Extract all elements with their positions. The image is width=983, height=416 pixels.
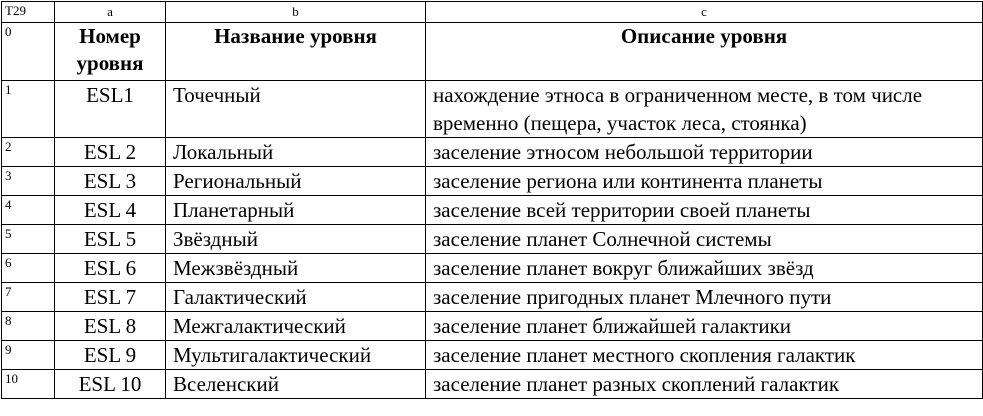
row-index: 10 xyxy=(2,370,55,399)
row-index: 8 xyxy=(2,312,55,341)
level-description: заселение планет местного скопления галактик xyxy=(426,341,983,370)
level-description: заселение планет разных скоплений галактик xyxy=(426,370,983,399)
level-name: Вселенский xyxy=(166,370,426,399)
level-code: ESL 9 xyxy=(55,341,166,370)
level-code: ESL 10 xyxy=(55,370,166,399)
level-description: заселение пригодных планет Млечного пути xyxy=(426,283,983,312)
row-index: 9 xyxy=(2,341,55,370)
header-index: 0 xyxy=(2,23,55,81)
table-row xyxy=(2,370,983,399)
header-level-name: Название уровня xyxy=(166,23,426,81)
row-index: 4 xyxy=(2,196,55,225)
corner-cell: T29 xyxy=(2,2,55,23)
level-code: ESL 4 xyxy=(55,196,166,225)
table-row xyxy=(2,225,983,254)
level-description: нахождение этноса в ограниченном месте, в том числе временно (пещера, участок леса, стоянка) xyxy=(426,81,983,138)
level-description: заселение планет ближайшей галактики xyxy=(426,312,983,341)
level-name: Планетарный xyxy=(166,196,426,225)
level-code: ESL1 xyxy=(55,81,166,138)
row-index: 6 xyxy=(2,254,55,283)
level-description: заселение региона или континента планеты xyxy=(426,167,983,196)
level-name: Межзвёздный xyxy=(166,254,426,283)
level-code: ESL 5 xyxy=(55,225,166,254)
level-name: Региональный xyxy=(166,167,426,196)
row-index: 1 xyxy=(2,81,55,138)
level-name: Звёздный xyxy=(166,225,426,254)
level-code: ESL 3 xyxy=(55,167,166,196)
column-letter-row xyxy=(2,2,983,23)
level-name: Локальный xyxy=(166,138,426,167)
row-index: 7 xyxy=(2,283,55,312)
table-row xyxy=(2,196,983,225)
level-code: ESL 6 xyxy=(55,254,166,283)
table-row xyxy=(2,254,983,283)
level-code: ESL 2 xyxy=(55,138,166,167)
level-description: заселение планет Солнечной системы xyxy=(426,225,983,254)
level-name: Точечный xyxy=(166,81,426,138)
level-description: заселение всей территории своей планеты xyxy=(426,196,983,225)
level-code: ESL 8 xyxy=(55,312,166,341)
row-index: 2 xyxy=(2,138,55,167)
table-row xyxy=(2,283,983,312)
row-index: 3 xyxy=(2,167,55,196)
level-code: ESL 7 xyxy=(55,283,166,312)
level-name: Мультигалактический xyxy=(166,341,426,370)
level-description: заселение этносом небольшой территории xyxy=(426,138,983,167)
column-letter-c: c xyxy=(426,2,983,23)
table-row xyxy=(2,341,983,370)
row-index: 5 xyxy=(2,225,55,254)
level-name: Межгалактический xyxy=(166,312,426,341)
column-letter-a: a xyxy=(55,2,166,23)
table-row xyxy=(2,312,983,341)
levels-table xyxy=(1,1,983,399)
header-row xyxy=(2,23,983,81)
table-row xyxy=(2,81,983,138)
header-level-number: Номер уровня xyxy=(55,23,166,81)
level-description: заселение планет вокруг ближайших звёзд xyxy=(426,254,983,283)
table-row xyxy=(2,167,983,196)
table-row xyxy=(2,138,983,167)
column-letter-b: b xyxy=(166,2,426,23)
header-level-description: Описание уровня xyxy=(426,23,983,81)
level-name: Галактический xyxy=(166,283,426,312)
